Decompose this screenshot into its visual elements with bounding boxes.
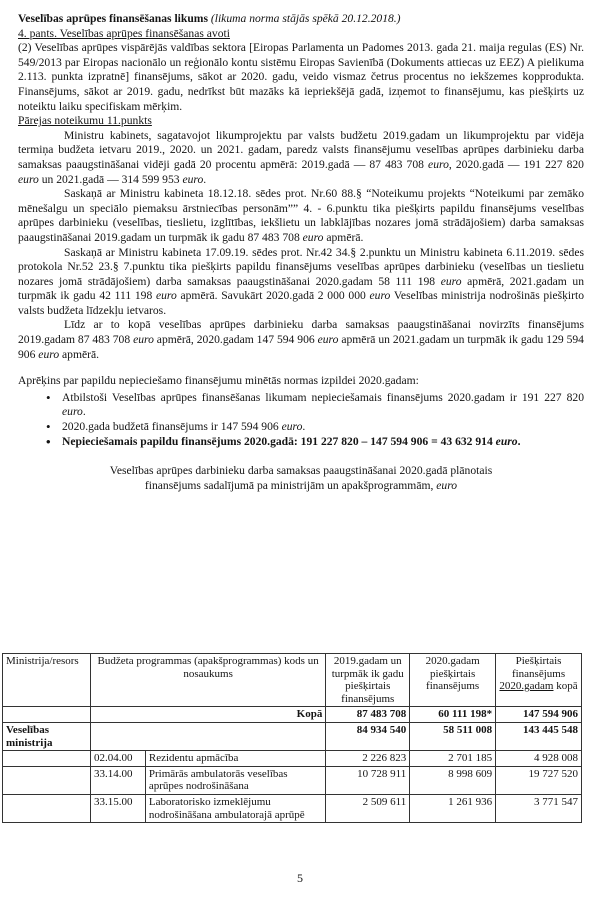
header-2019: 2019.gadam un turpmāk ik gadu piešķirtais finansējums xyxy=(326,654,410,707)
transitional-heading: Pārejas noteikumu 11.punkts xyxy=(18,114,152,128)
paragraph-4: Līdz ar to kopā veselības aprūpes darbinieku darba samaksas paaugstināšanai novirzīts finansējums 2019.gadam 87 483 708 euro apmērā, 2020.gadam 147 594 906 euro apmērā un 2021.gadam un turpmāk ik gadu 129 594 906 euro apmērā. xyxy=(18,318,584,361)
law-note: (likuma norma stājās spēkā 20.12.2018.) xyxy=(210,12,401,25)
law-heading xyxy=(18,12,584,27)
header-2020: 2020.gadam piešķirtais finansējums xyxy=(410,654,496,707)
law-title: Veselības aprūpes finansēšanas likums xyxy=(18,12,208,25)
list-item: • Atbilstoši Veselības aprūpes finansēšanas likumam nepieciešamais finansējums 2020.gadam ir 191 227 820 euro. xyxy=(48,391,584,420)
table-row: 33.14.00 Primārās ambulatorās veselības aprūpes nodrošināšana 10 728 911 8 998 609 19 727 520 xyxy=(3,766,582,794)
paragraph-3: Saskaņā ar Ministru kabineta 17.09.19. sēdes prot. Nr.42 34.§ 2.punktu un Ministru kabineta 6.11.2019. sēdes protokola Nr.52 23.§ 7.punktu tika piešķirts papildu finansējums veselības aprūpes darbinieku (veselības un tieslietu nozares jomā strādājošiem) darba samaksas paaugstināšanai 2020.gadam 58 111 198 euro apmērā, 2021.gadam un turpmāk ik gadu 42 111 198 euro apmērā. Savukārt 2020.gadā 2 000 000 euro Veselības ministrija nodrošinās piešķirto valsts budžeta līdzekļu ietvaros. xyxy=(18,245,584,317)
table-caption: Veselības aprūpes darbinieku darba samaksas paaugstināšanai 2020.gadā plānotais finansējums sadalījumā pa ministrijām un apakšprogrammām, euro xyxy=(109,464,493,493)
table-row: 33.15.00 Laboratorisko izmeklējumu nodrošināšana ambulatorajā aprūpē 2 509 611 1 261 936 3 771 547 xyxy=(3,794,582,822)
calculation-list xyxy=(18,391,584,449)
table-row-ministry: Veselības ministrija 84 934 540 58 511 008 143 445 548 xyxy=(3,722,582,750)
ministry-name: Veselības ministrija xyxy=(3,722,91,750)
paragraph-2: Saskaņā ar Ministru kabineta 18.12.18. sēdes prot. Nr.60 88.§ “Noteikumu projekts “Noteikumi par zemāko mēnešalgu un speciālo piemaksu ārstniecības personām”” 4. - 6.punktu tika piešķirts papildu finansējums veselības aprūpes darbinieku (veselības, tieslietu, izglītības, iekšlietu un labklājības nozares jomā strādājošiem) darba samaksas paaugstināšanai 2019.gadam un turpmāk ik gadu 87 483 708 euro apmērā. xyxy=(18,187,584,244)
funding-table xyxy=(2,653,582,823)
table-row-total: Kopā 87 483 708 60 111 198* 147 594 906 xyxy=(3,707,582,723)
header-program: Budžeta programmas (apakšprogrammas) kods un nosaukums xyxy=(90,654,325,707)
page-number: 5 xyxy=(297,871,303,885)
list-item-total: • Nepieciešamais papildu finansējums 2020.gadā: 191 227 820 – 147 594 906 = 43 632 914 euro. xyxy=(48,435,584,450)
article-heading: 4. pants. Veselības aprūpes finansēšanas avoti xyxy=(18,26,230,40)
total-label: Kopā xyxy=(90,707,325,723)
document-page xyxy=(18,12,584,507)
list-item: • 2020.gada budžetā finansējums ir 147 594 906 euro. xyxy=(48,420,584,435)
article-text: (2) Veselības aprūpes vispārējās valdības sektora [Eiropas Parlamenta un Padomes 2013. gada 21. maija regulas (ES) Nr. 549/2013 par Eiropas nacionālo un reģionālo kontu sistēmu Eiropas Savienībā (Dokuments attiecas uz EEZ) A pielikuma 2.113. punkta izpratnē] finansējums, sākot ar 2020. gadu, veido vismaz četrus procentus no iekšzemes kopprodukta. Finansējums, sākot ar 2019. gadu, nedrīkst būt mazāks kā iepriekšējā gadā, izņemot to finansējumu, kas piešķirts uz noteiktu laiku specifiskam mērķim. xyxy=(18,41,584,113)
paragraph-1: Ministru kabinets, sagatavojot likumprojektu par valsts budžetu 2019.gadam un likumprojektu par vidēja termiņa budžeta ietvaru 2019., 2020. un 2021. gadam, paredz valsts finansējumu veselības aprūpes darbinieku darba samaksas paaugstināšanai vidēji gadā 20 procentu apmērā: 2019.gadā — 87 483 708 euro, 2020.gadā — 191 227 820 euro un 2021.gadā — 314 599 953 euro. xyxy=(18,128,584,186)
table-row: 02.04.00 Rezidentu apmācība 2 226 823 2 701 185 4 928 008 xyxy=(3,751,582,767)
table-header-row xyxy=(3,654,582,707)
calculation-intro: Aprēķins par papildu nepieciešamo finansējumu minētās normas izpildei 2020.gadam: xyxy=(18,374,419,388)
header-ministry: Ministrija/resors xyxy=(3,654,91,707)
header-total: Piešķirtais finansējums 2020.gadam kopā xyxy=(496,654,582,707)
